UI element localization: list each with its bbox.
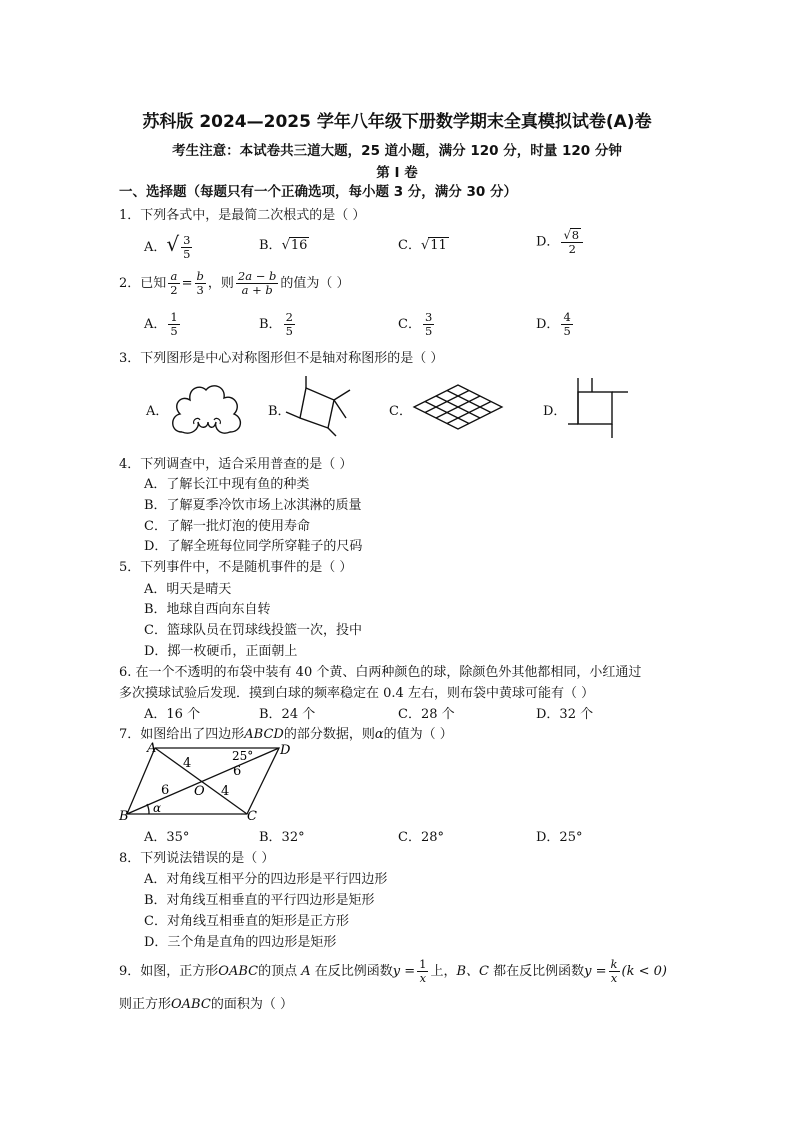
- q5-option-b: B．地球自西向东自转: [144, 602, 271, 617]
- q1-stem: 1．下列各式中，是最简二次根式的是（ ）: [119, 208, 366, 223]
- q2-option-b: B． $\frac{2}{5}$: [259, 310, 293, 338]
- segment-do-label: 6: [233, 764, 242, 779]
- q7-option-d: D．25°: [536, 830, 583, 845]
- alpha-label: α: [153, 801, 162, 815]
- q3-pinwheel-figure: [286, 376, 358, 438]
- q3-square-figure: [568, 378, 630, 438]
- q3-cloud-figure: [168, 378, 248, 438]
- q6-option-c: C．28 个: [398, 707, 455, 722]
- vertex-d-label: D: [280, 743, 291, 758]
- q2-option-d: D． $\frac{4}{5}$: [536, 310, 571, 338]
- q6-option-d: D．32 个: [536, 707, 594, 722]
- vertex-a-label: A: [147, 741, 157, 756]
- q4-option-d: D．了解全班每位同学所穿鞋子的尺码: [144, 539, 363, 554]
- q3-option-d-label: D．: [543, 404, 567, 419]
- q4-stem: 4．下列调查中，适合采用普查的是（ ）: [119, 457, 353, 472]
- q3-stem: 3．下列图形是中心对称图形但不是轴对称图形的是（ ）: [119, 351, 444, 366]
- segment-bo-label: 6: [161, 783, 170, 798]
- q7-option-c: C．28°: [398, 830, 444, 845]
- q7-option-b: B．32°: [259, 830, 305, 845]
- exam-notice: 考生注意：本试卷共三道大题，25 道小题，满分 120 分，时量 120 分钟: [172, 143, 622, 159]
- q8-stem: 8．下列说法错误的是（ ）: [119, 851, 275, 866]
- q5-stem: 5．下列事件中，不是随机事件的是（ ）: [119, 560, 353, 575]
- q7-parallelogram-figure: [119, 740, 299, 822]
- q4-option-c: C．了解一批灯泡的使用寿命: [144, 519, 310, 534]
- q5-option-c: C．篮球队员在罚球线投篮一次，投中: [144, 623, 362, 638]
- segment-ao-label: 4: [183, 756, 192, 771]
- q3-option-c-label: C．: [389, 404, 412, 419]
- q2-option-a: A． $\frac{1}{5}$: [144, 310, 178, 338]
- q6-option-a: A．16 个: [144, 707, 201, 722]
- q3-option-a-label: A．: [146, 404, 169, 419]
- q4-option-a: A．了解长江中现有鱼的种类: [144, 477, 310, 492]
- q8-option-b: B．对角线互相垂直的平行四边形是矩形: [144, 893, 375, 908]
- q6-option-b: B．24 个: [259, 707, 316, 722]
- q6-line2: 多次摸球试验后发现．摸到白球的频率稳定在 0.4 左右，则布袋中黄球可能有（ ）: [119, 686, 595, 701]
- segment-co-label: 4: [221, 784, 230, 799]
- angle-label: 25°: [232, 749, 254, 763]
- q9-line2: 则正方形OABC的面积为（ ）: [119, 997, 293, 1012]
- q1-option-b: B．√16: [259, 238, 308, 253]
- q8-option-c: C．对角线互相垂直的矩形是正方形: [144, 914, 349, 929]
- q3-option-b-label: B．: [268, 404, 291, 419]
- vertex-b-label: B: [119, 809, 129, 824]
- q5-option-a: A．明天是晴天: [144, 582, 232, 597]
- q2-option-c: C． $\frac{3}{5}$: [398, 310, 433, 338]
- q6-line1: 6. 在一个不透明的布袋中装有 40 个黄、白两种颜色的球，除颜色外其他都相同，小红通过: [119, 665, 642, 680]
- vertex-c-label: C: [247, 809, 257, 824]
- q4-option-b: B．了解夏季冷饮市场上冰淇淋的质量: [144, 498, 362, 513]
- q1-option-d: D． $\frac{√8}{2}$: [536, 228, 585, 256]
- volume-label: 第 I 卷: [376, 165, 418, 181]
- exam-title: 苏科版 2024—2025 学年八年级下册数学期末全真模拟试卷(A)卷: [142, 112, 652, 132]
- q1-option-a: A．√ $\frac{3}{5}$: [144, 232, 191, 261]
- q1-option-c: C．√11: [398, 238, 447, 253]
- q7-option-a: A．35°: [144, 830, 190, 845]
- center-o-label: O: [194, 784, 205, 799]
- q8-option-d: D．三个角是直角的四边形是矩形: [144, 935, 337, 950]
- q5-option-d: D．掷一枚硬币，正面朝上: [144, 644, 298, 659]
- q7-stem: 7．如图给出了四边形ABCD的部分数据，则α的值为（ ）: [119, 727, 453, 742]
- q9-line1: 9．如图，正方形OABC的顶点 A 在反比例函数y = $\frac{1}{x}$ 上，B、C 都在反比例函数y = $\frac{k}{x}$ (k < 0): [119, 957, 667, 985]
- q8-option-a: A．对角线互相平分的四边形是平行四边形: [144, 872, 388, 887]
- q2-stem: 2．已知 $\frac{a}{2}$ = $\frac{b}{3}$ ，则 $\frac{2a - b}{a + b}$ 的值为（ ）: [119, 269, 350, 297]
- section-title: 一、选择题（每题只有一个正确选项，每小题 3 分，满分 30 分）: [119, 184, 517, 200]
- q3-lattice-figure: [412, 384, 504, 430]
